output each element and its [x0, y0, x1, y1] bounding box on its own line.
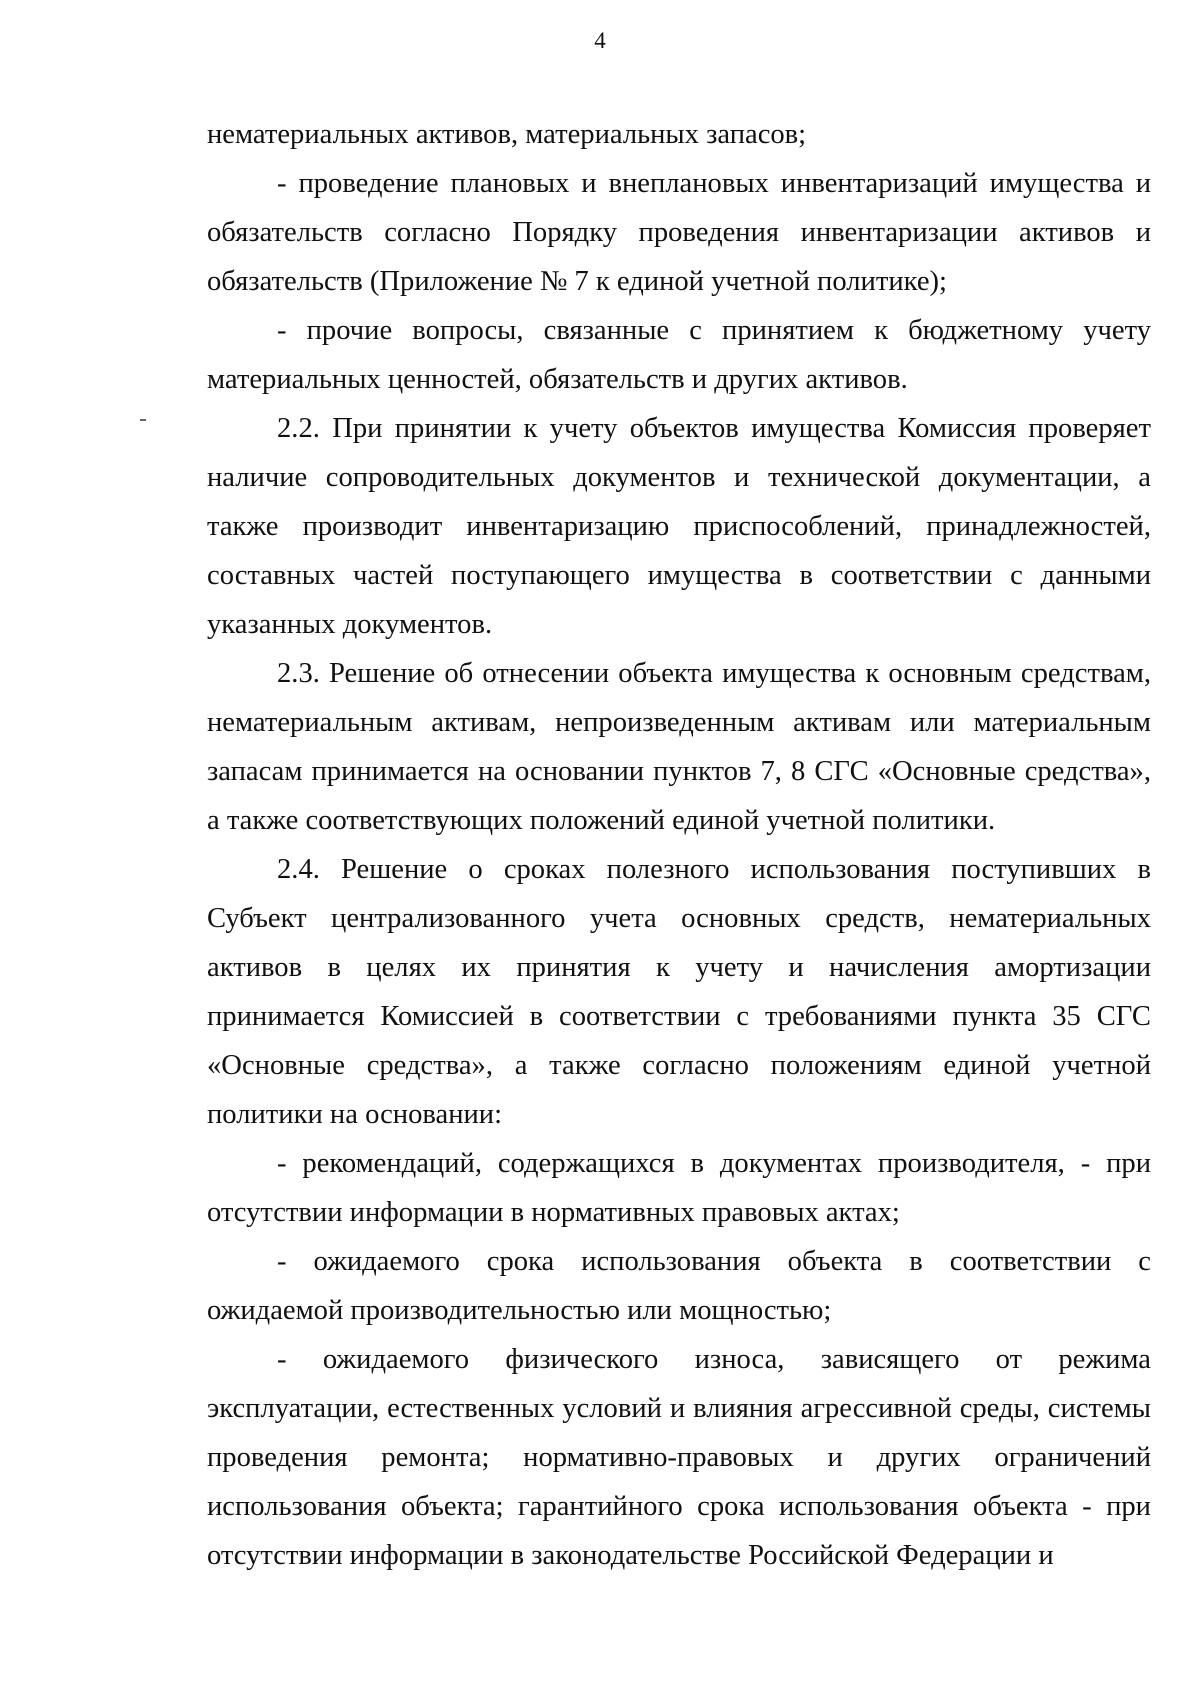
paragraph-2-2: 2.2. При принятии к учету объектов имущества Комиссия проверяет наличие сопроводительных документов и технической документации, а также производит инвентаризацию приспособлений, принадлежностей, составных частей поступающего имущества в соответствии с данными указанных документов. [207, 413, 1151, 640]
paragraph-recommendations-item: - рекомендаций, содержащихся в документах производителя, - при отсутствии информации в нормативных правовых актах; [207, 1148, 1151, 1228]
paragraph-other-questions-item: - прочие вопросы, связанные с принятием к бюджетному учету материальных ценностей, обязательств и других активов. [207, 315, 1151, 395]
paragraph-inventory-item: - проведение плановых и внеплановых инвентаризаций имущества и обязательств согласно Порядку проведения инвентаризации активов и обязательств (Приложение № 7 к единой учетной политике); [207, 168, 1151, 297]
paragraph-continuation: нематериальных активов, материальных запасов; [207, 119, 807, 150]
paragraph-2-4: 2.4. Решение о сроках полезного использования поступивших в Субъект централизованного учета основных средств, нематериальных активов в целях их принятия к учету и начисления амортизации принимается Комиссией в соответствии с требованиями пункта 35 СГС «Основные средства», а также согласно положениям единой учетной политики на основании: [207, 854, 1151, 1130]
paragraph-physical-wear-item: - ожидаемого физического износа, зависящего от режима эксплуатации, естественных условий и влияния агрессивной среды, системы проведения ремонта; нормативно-правовых и других ограничений использования объекта; гарантийного срока использования объекта - при отсутствии информации в законодательстве Российской Федерации и [207, 1344, 1151, 1571]
paragraph-expected-term-item: - ожидаемого срока использования объекта в соответствии с ожидаемой производительностью или мощностью; [207, 1246, 1151, 1326]
paragraph-2-3: 2.3. Решение об отнесении объекта имущества к основным средствам, нематериальным активам, непроизведенным активам или материальным запасам принимается на основании пунктов 7, 8 СГС «Основные средства», а также соответствующих положений единой учетной политики. [207, 658, 1151, 836]
page-number: 4 [594, 28, 606, 53]
document-body [207, 110, 1151, 1580]
scan-speck [140, 419, 146, 421]
